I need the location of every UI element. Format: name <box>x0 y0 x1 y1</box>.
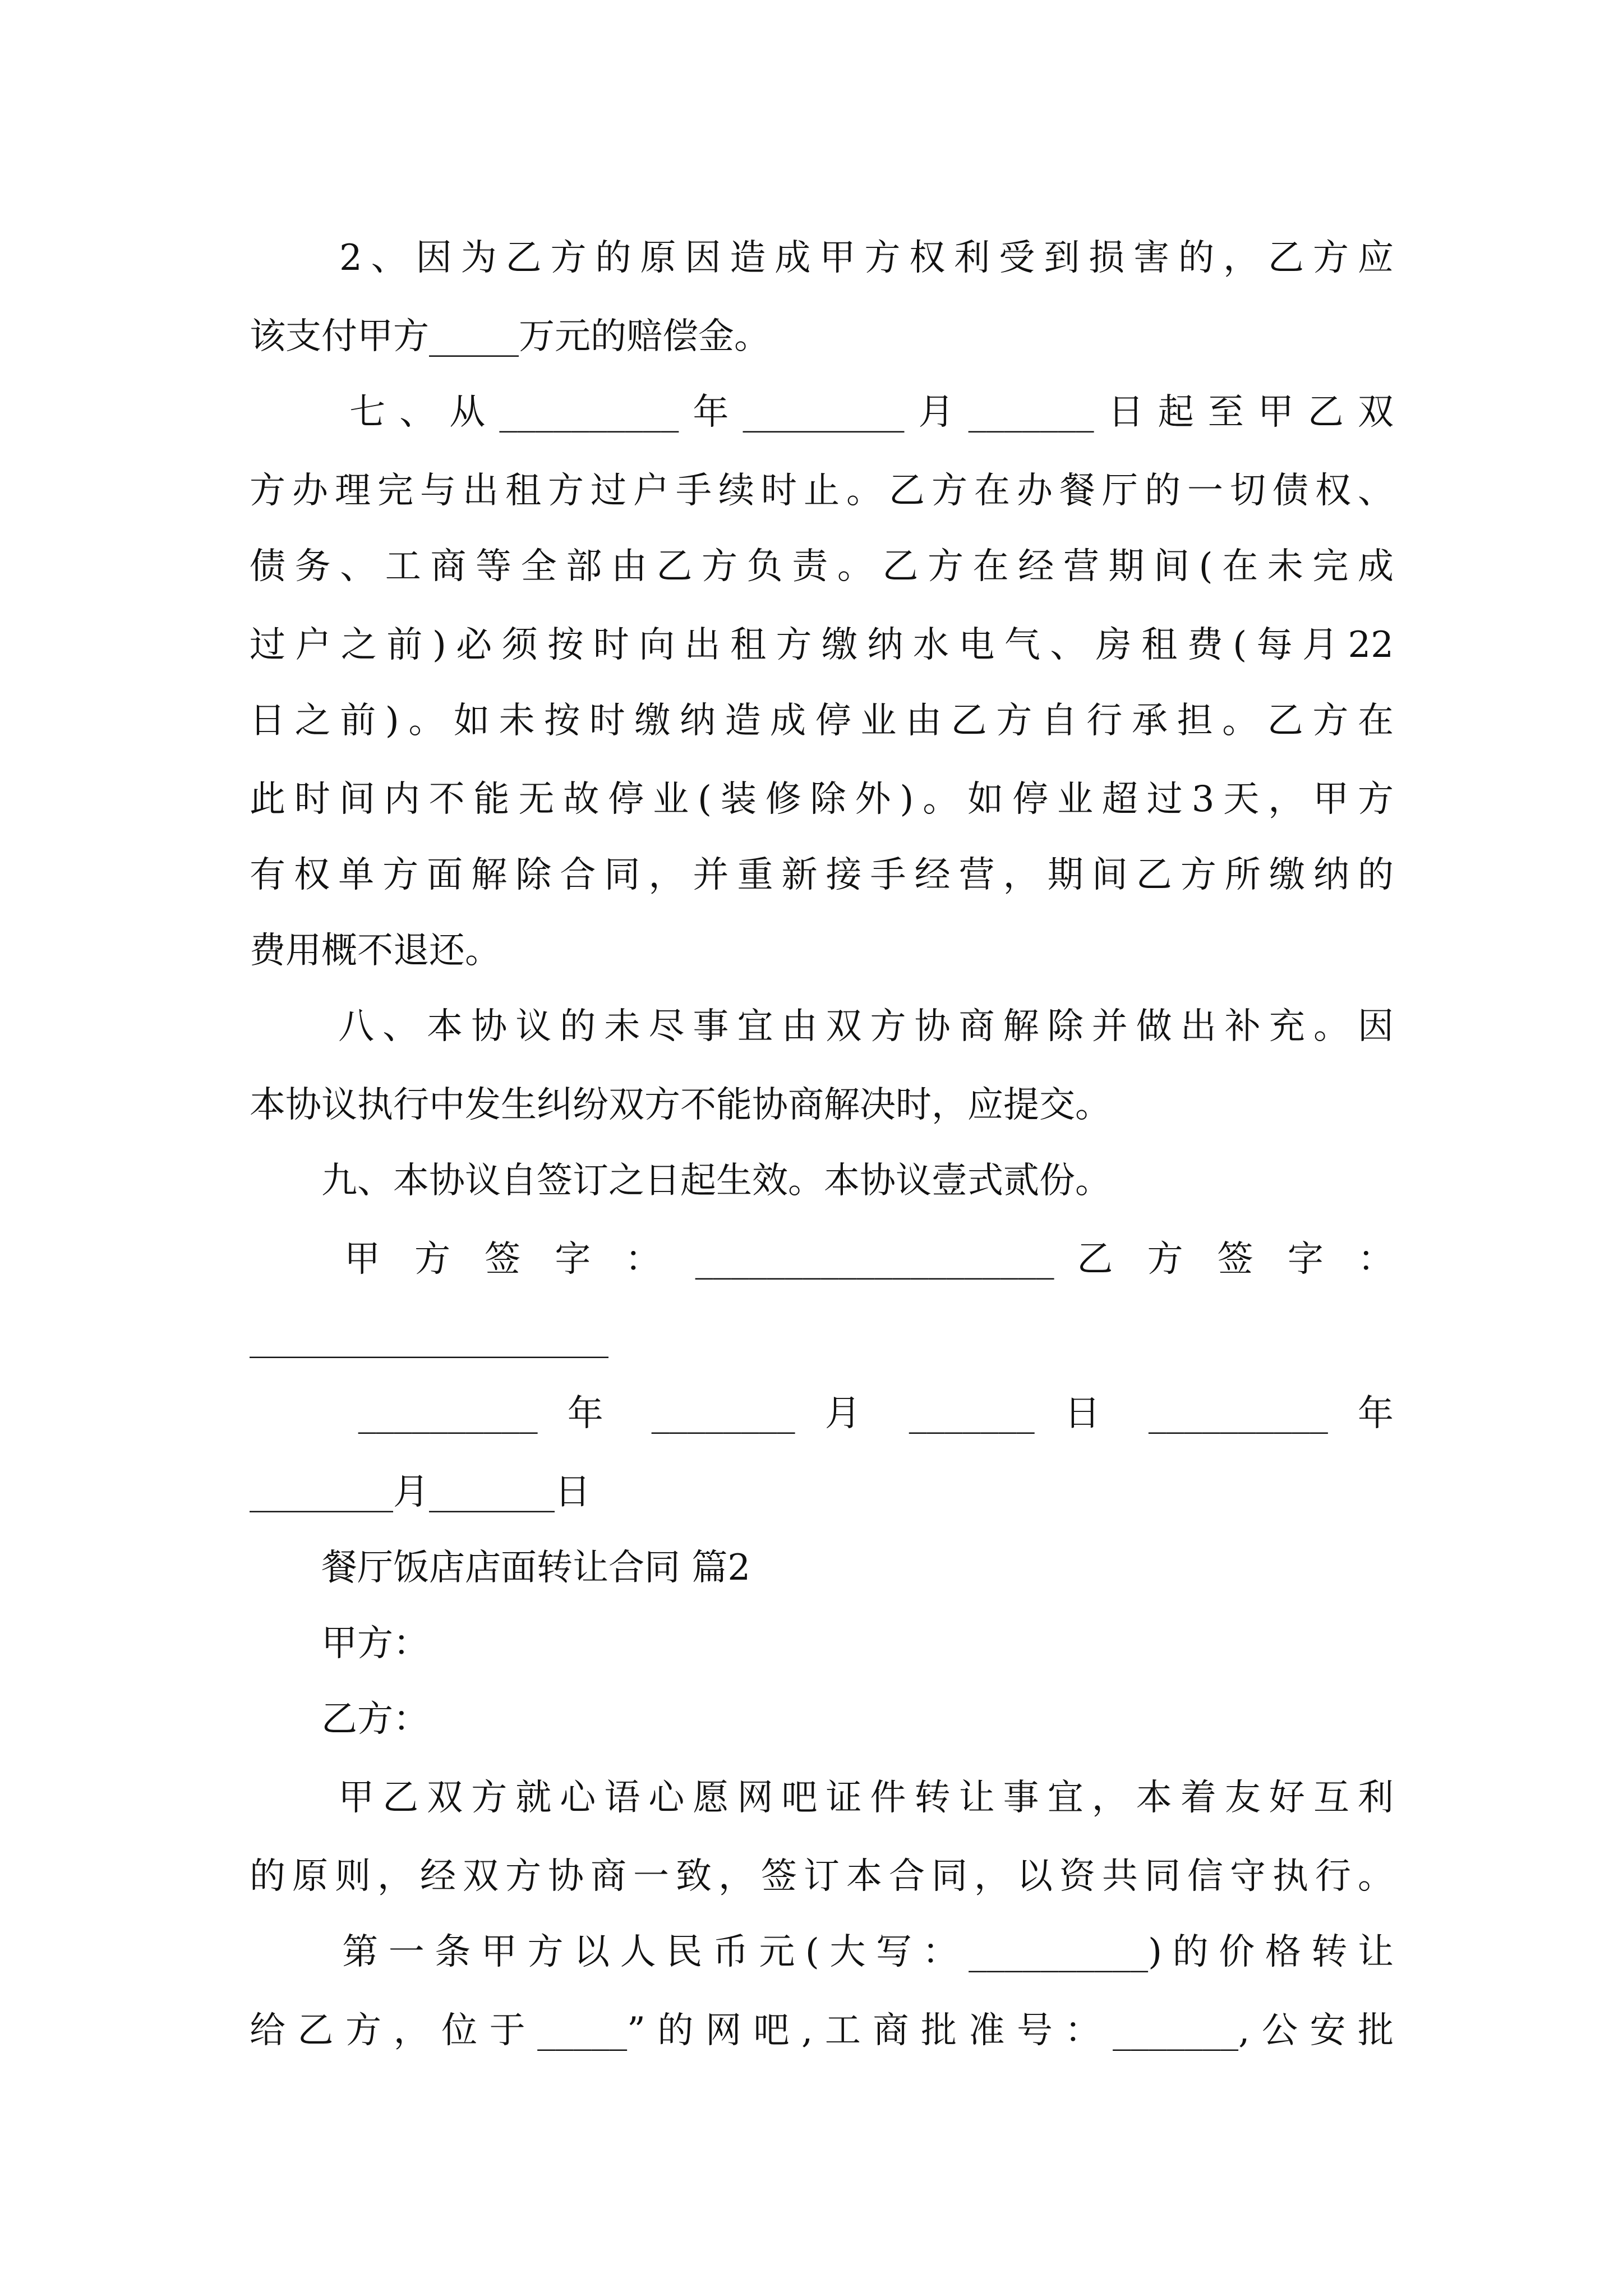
text-line: ________月_______日 <box>250 1471 591 1513</box>
text-line: 方办理完与出租方过户手续时止。乙方在办餐厅的一切债权、 <box>250 470 1394 512</box>
text-line: 此时间内不能无故停业(装修除外)。如停业超过3天，甲方 <box>250 779 1394 820</box>
text-line: 本协议执行中发生纠纷双方不能协商解决时，应提交。 <box>250 1084 1111 1126</box>
text-line: 有权单方面解除合同，并重新接手经营，期间乙方所缴纳的 <box>250 854 1394 896</box>
text-line: 甲方： <box>250 1623 429 1664</box>
text-line: 第一条甲方以人民币元(大写：__________)的价格转让 <box>250 1931 1394 1973</box>
text-line: 九、本协议自签订之日起生效。本协议壹式贰份。 <box>250 1160 1111 1202</box>
text-line: 过户之前)必须按时向出租方缴纳水电气、房租费(每月22 <box>250 624 1394 666</box>
text-line: 费用概不退还。 <box>250 930 501 972</box>
text-line: 甲 方 签 字 ： ____________________ 乙 方 签 字 ： <box>250 1239 1394 1280</box>
text-line: 债务、工商等全部由乙方负责。乙方在经营期间(在未完成 <box>250 546 1394 587</box>
text-line: ____________________ <box>250 1317 608 1359</box>
text-line: 给乙方，位于_____”的网吧,工商批准号：_______,公安批 <box>250 2010 1394 2051</box>
text-line: __________ 年 ________ 月 _______ 日 __________ 年 <box>250 1393 1394 1434</box>
text-line: 餐厅饭店店面转让合同 篇2 <box>250 1547 751 1589</box>
text-line: 该支付甲方_____万元的赔偿金。 <box>250 316 770 357</box>
text-line: 乙方： <box>250 1699 429 1740</box>
text-line: 日之前)。如未按时缴纳造成停业由乙方自行承担。乙方在 <box>250 700 1394 742</box>
text-line: 八、本协议的未尽事宜由双方协商解除并做出补充。因 <box>250 1006 1394 1047</box>
text-line: 七、从__________年_________月_______日起至甲乙双 <box>250 392 1394 433</box>
text-line: 2、因为乙方的原因造成甲方权利受到损害的，乙方应 <box>250 237 1394 279</box>
text-line: 的原则，经双方协商一致，签订本合同，以资共同信守执行。 <box>250 1856 1394 1897</box>
text-line: 甲乙双方就心语心愿网吧证件转让事宜，本着友好互利 <box>250 1777 1394 1819</box>
